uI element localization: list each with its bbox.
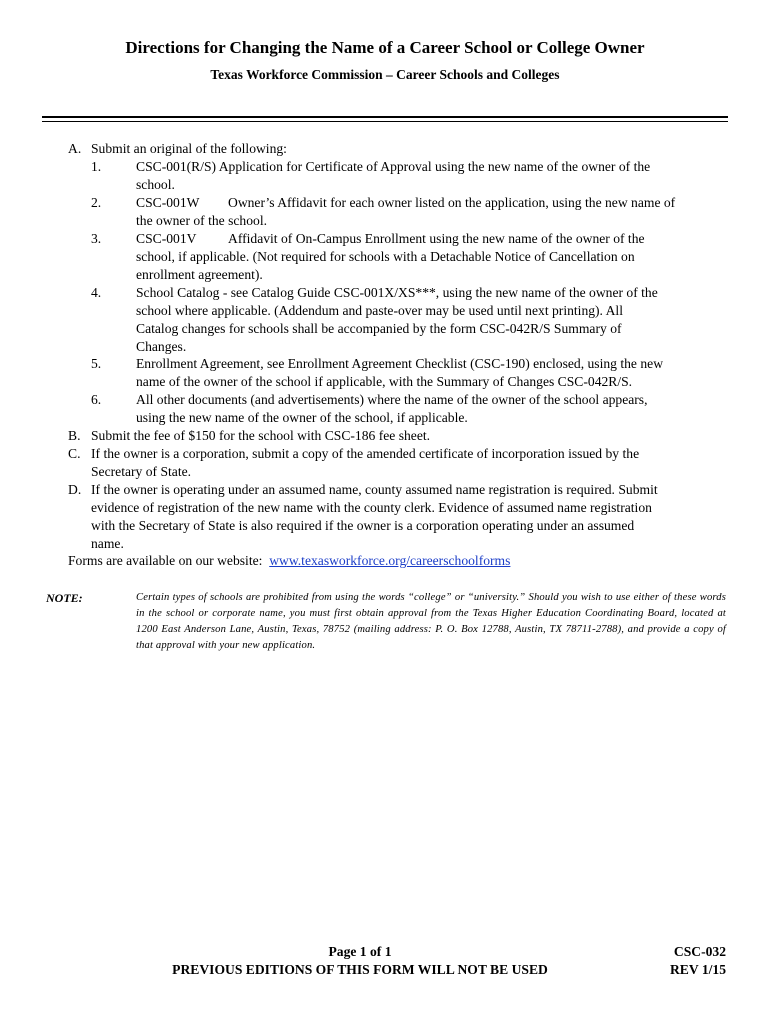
note-label: NOTE: bbox=[46, 591, 83, 605]
page-subtitle: Texas Workforce Commission – Career Schools and Colleges bbox=[210, 67, 560, 82]
section-d-label: D. bbox=[68, 482, 82, 497]
item-line: Changes. bbox=[136, 339, 187, 354]
section-c-line: If the owner is a corporation, submit a copy of the amended certificate of incorporation issued by the bbox=[91, 446, 640, 461]
header-divider-thick bbox=[42, 116, 728, 118]
form-code: CSC-001V bbox=[136, 231, 197, 246]
item-number: 1. bbox=[91, 159, 102, 174]
section-c-label: C. bbox=[68, 446, 81, 461]
item-number: 6. bbox=[91, 392, 102, 407]
item-number: 5. bbox=[91, 356, 102, 371]
section-d-line: evidence of registration of the new name with the county clerk. Evidence of assumed name registration bbox=[91, 500, 652, 515]
forms-website-link[interactable]: www.texasworkforce.org/careerschoolforms bbox=[269, 553, 511, 568]
item-line: school, if applicable. (Not required for schools with a Detachable Notice of Cancellation on bbox=[136, 249, 635, 264]
item-number: 4. bbox=[91, 285, 102, 300]
section-c-line: Secretary of State. bbox=[91, 464, 192, 479]
header-divider-thin bbox=[42, 121, 728, 122]
item-number: 2. bbox=[91, 195, 102, 210]
item-line: enrollment agreement). bbox=[136, 267, 263, 282]
page-title: Directions for Changing the Name of a Career School or College Owner bbox=[125, 38, 645, 57]
item-line: school. bbox=[136, 177, 175, 192]
section-d-line: name. bbox=[91, 536, 124, 551]
form-code-label: CSC-032 bbox=[673, 944, 726, 959]
item-line: Catalog changes for schools shall be accompanied by the form CSC-042R/S Summary of bbox=[136, 321, 622, 336]
page-number: Page 1 of 1 bbox=[328, 944, 392, 959]
section-b-line: Submit the fee of $150 for the school with CSC-186 fee sheet. bbox=[91, 428, 431, 443]
item-line: name of the owner of the school if applicable, with the Summary of Changes CSC-042R/S. bbox=[136, 374, 633, 389]
item-line bbox=[136, 194, 675, 212]
section-b-label: B. bbox=[68, 428, 81, 443]
edition-warning: PREVIOUS EDITIONS OF THIS FORM WILL NOT BE USED bbox=[172, 962, 548, 977]
revision-label: REV 1/15 bbox=[669, 962, 726, 977]
form-code: CSC-001W bbox=[136, 195, 200, 210]
forms-line bbox=[68, 552, 510, 570]
item-line: Enrollment Agreement, see Enrollment Agreement Checklist (CSC-190) enclosed, using the new bbox=[136, 356, 664, 371]
item-text: Affidavit of On-Campus Enrollment using the new name of the owner of the bbox=[228, 231, 645, 246]
item-line: CSC-001(R/S) Application for Certificate of Approval using the new name of the owner of the bbox=[136, 159, 651, 174]
forms-text: Forms are available on our website: bbox=[68, 553, 263, 568]
item-line: using the new name of the owner of the school, if applicable. bbox=[136, 410, 468, 425]
item-number: 3. bbox=[91, 231, 102, 246]
section-a-text: Submit an original of the following: bbox=[91, 141, 287, 156]
item-line: the owner of the school. bbox=[136, 213, 267, 228]
item-line: School Catalog - see Catalog Guide CSC-001X/XS***, using the new name of the owner of the bbox=[136, 285, 658, 300]
item-text: Owner’s Affidavit for each owner listed on the application, using the new name of bbox=[228, 195, 676, 210]
section-a-label: A. bbox=[68, 141, 82, 156]
item-line: school where applicable. (Addendum and paste-over may be used until next printing). All bbox=[136, 303, 623, 318]
item-line: All other documents (and advertisements) where the name of the owner of the school appears, bbox=[136, 392, 648, 407]
section-d-line: If the owner is operating under an assumed name, county assumed name registration is required. Submit bbox=[91, 482, 658, 497]
footer-center bbox=[140, 943, 580, 979]
note-text: Certain types of schools are prohibited from using the words “college” or “university.” Should you wish to use either of these words in the school or corporate name, you must first obtain approval from the Texas Higher Education Coordinating Board, located at 1200 East Anderson Lane, Austin, Texas, 78752 (mailing address: P. O. Box 12788, Austin, TX 78711-2788), and provide a copy of that approval with your new application. bbox=[136, 592, 726, 651]
footer-right bbox=[620, 943, 726, 979]
item-line bbox=[136, 230, 645, 248]
section-d-line: with the Secretary of State is also required if the owner is a corporation operating under an assumed bbox=[91, 518, 635, 533]
